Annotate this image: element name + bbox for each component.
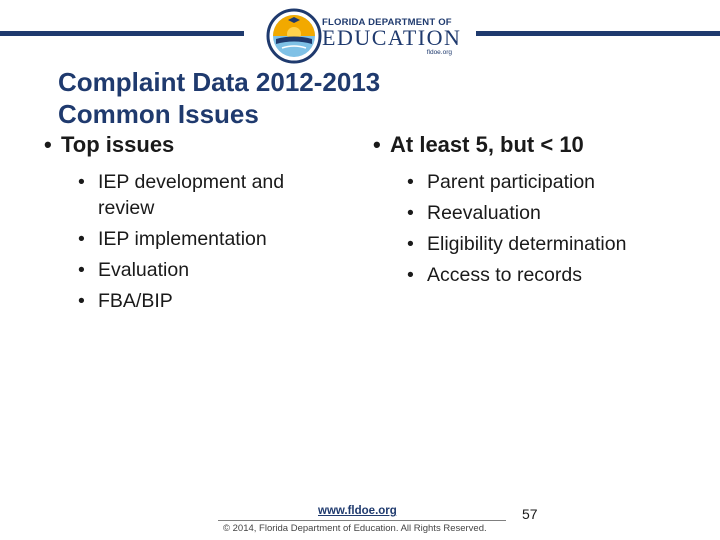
right-heading: [373, 131, 713, 159]
list-item: • Access to records: [407, 264, 582, 286]
list-item: • IEP implementation: [78, 228, 267, 250]
left-heading: [44, 131, 344, 159]
left-column: [44, 131, 344, 319]
footer-copyright: © 2014, Florida Department of Education. All Rights Reserved.: [223, 523, 487, 534]
bullet-icon: •: [407, 233, 414, 255]
list-item: • Reevaluation: [407, 202, 541, 224]
logo-top-text: FLORIDA DEPARTMENT OF: [322, 17, 452, 28]
list-item: • Evaluation: [78, 259, 190, 281]
bullet-icon: •: [373, 132, 381, 157]
bullet-icon: •: [44, 132, 52, 157]
list-item: • IEP development and review: [78, 171, 285, 219]
fldoe-logo: [266, 8, 462, 64]
right-list: [407, 169, 713, 288]
logo-url-text: fldoe.org: [426, 49, 452, 56]
florida-seal-icon: [266, 8, 322, 64]
bullet-icon: •: [78, 228, 85, 250]
left-list: [78, 169, 344, 314]
left-heading-text: Top issues: [61, 132, 175, 157]
footer-divider: [218, 520, 506, 521]
bullet-icon: •: [78, 290, 85, 312]
slide-title-line1: Complaint Data 2012-2013: [58, 67, 381, 97]
list-item: • Parent participation: [407, 171, 596, 193]
bullet-icon: •: [407, 264, 414, 286]
right-column: [373, 131, 713, 293]
list-item: • Eligibility determination: [407, 233, 627, 255]
right-heading-text: At least 5, but < 10: [390, 132, 584, 157]
bullet-icon: •: [78, 259, 85, 281]
logo-main-text: EDUCATION: [322, 25, 462, 50]
bullet-icon: •: [78, 171, 85, 193]
bullet-icon: •: [407, 202, 414, 224]
list-item: • FBA/BIP: [78, 290, 173, 312]
header-rule-right: [476, 31, 720, 36]
header-rule-left: [0, 31, 244, 36]
page-number: 57: [522, 506, 538, 522]
footer-website-link[interactable]: www.fldoe.org: [318, 505, 397, 517]
bullet-icon: •: [407, 171, 414, 193]
slide-title: [58, 66, 380, 130]
slide-title-line2: Common Issues: [58, 99, 259, 129]
